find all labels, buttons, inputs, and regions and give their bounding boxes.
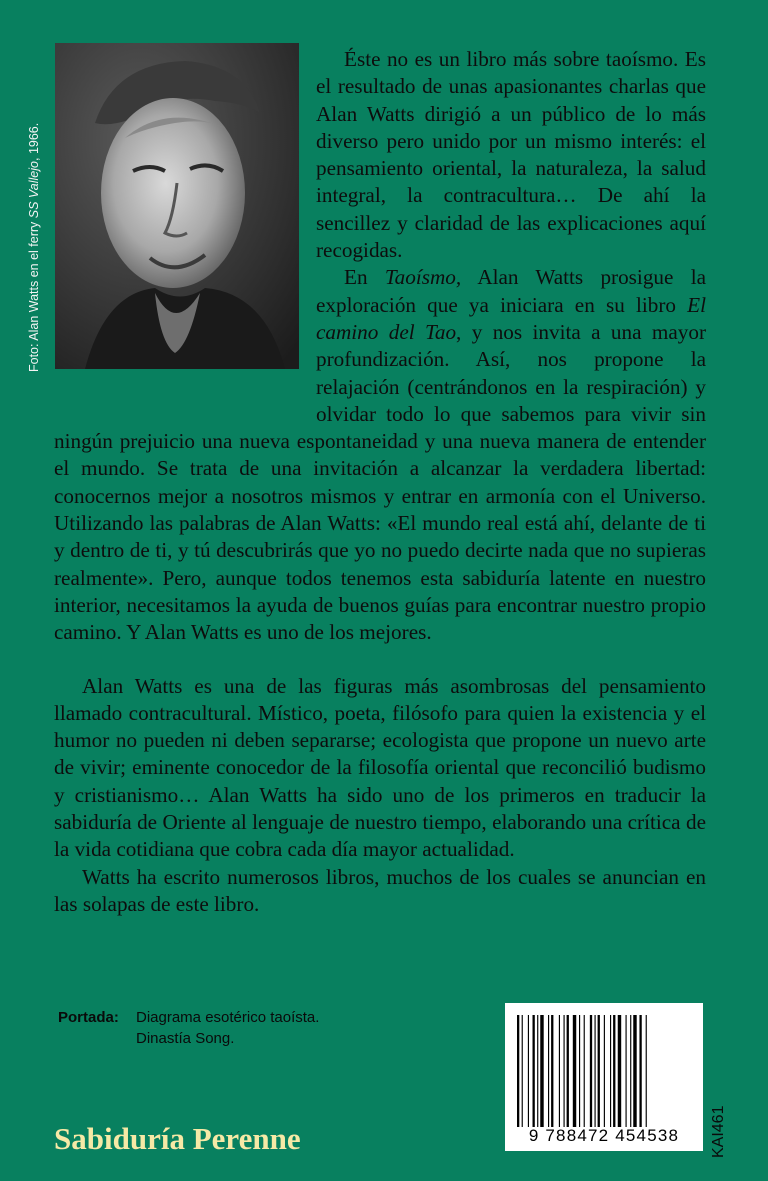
cover-credit-label: Portada: (58, 1009, 119, 1026)
paragraph-intro: Éste no es un libro más sobre taoísmo. Es el resultado de unas apasionantes charlas que Alan Watts dirigió a un público de lo más diverso pero unido por un mismo interés: el pensamiento oriental, la naturaleza, la salud integral, la contracultura… De ahí la sencillez y claridad de las explicaciones aquí recogidas. (316, 47, 706, 263)
paragraph-other-books: Watts ha escrito numerosos libros, muchos de los cuales se anuncian en las solapas de este libro. (54, 864, 706, 916)
back-cover-text (54, 46, 706, 918)
paragraph-about-author: Alan Watts es una de las figuras más asombrosas del pensamiento llamado contracultural. Místico, poeta, filósofo para quien la existencia y el humor no pueden ni deben separarse; ecologista que propone un nuevo arte de vivir; eminente conocedor de la filosofía oriental que reconcilió budismo y cristianismo… Alan Watts ha sido uno de los primeros en traducir la sabiduría de Oriente al lenguaje de nuestro tiempo, elaborando una crítica de la vida cotidiana que cobra cada día mayor actualidad. (54, 673, 706, 862)
isbn-number: 9 788472 454538 (528, 1126, 680, 1145)
catalog-code: KAI461 (710, 1105, 727, 1158)
photo-credit: Foto: Alan Watts en el ferry SS Vallejo, 1966. (27, 122, 41, 372)
cover-credit-line-2: Dinastía Song. (136, 1030, 235, 1047)
cover-credit-line-1: Diagrama esotérico taoísta. (136, 1009, 320, 1026)
barcode (505, 1003, 703, 1151)
series-title: Sabiduría Perenne (54, 1121, 301, 1156)
cover-credit (58, 1007, 319, 1049)
paragraph-taoismo: En Taoísmo, Alan Watts prosigue la exploración que ya iniciara en su libro El camino del Tao, y nos invita a una mayor profundización. Así, nos propone la relajación (centrándonos en la respiración) y olvidar todo lo que sabemos para vivir sin ningún prejuicio una nueva espontaneidad y una nueva manera de entender el mundo. Se trata de una invitación a alcanzar la verdadera libertad: conocernos mejor a nosotros mismos y entrar en armonía con el Universo. Utilizando las palabras de Alan Watts: «El mundo real está ahí, delante de ti y dentro de ti, y tú descubrirás que yo no puedo decirte nada que no supieras realmente». Pero, aunque todos tenemos esta sabiduría latente en nuestro interior, necesitamos la ayuda de buenos guías para encontrar nuestro propio camino. Y Alan Watts es uno de los mejores. (54, 265, 706, 645)
barcode-icon (517, 1015, 691, 1127)
